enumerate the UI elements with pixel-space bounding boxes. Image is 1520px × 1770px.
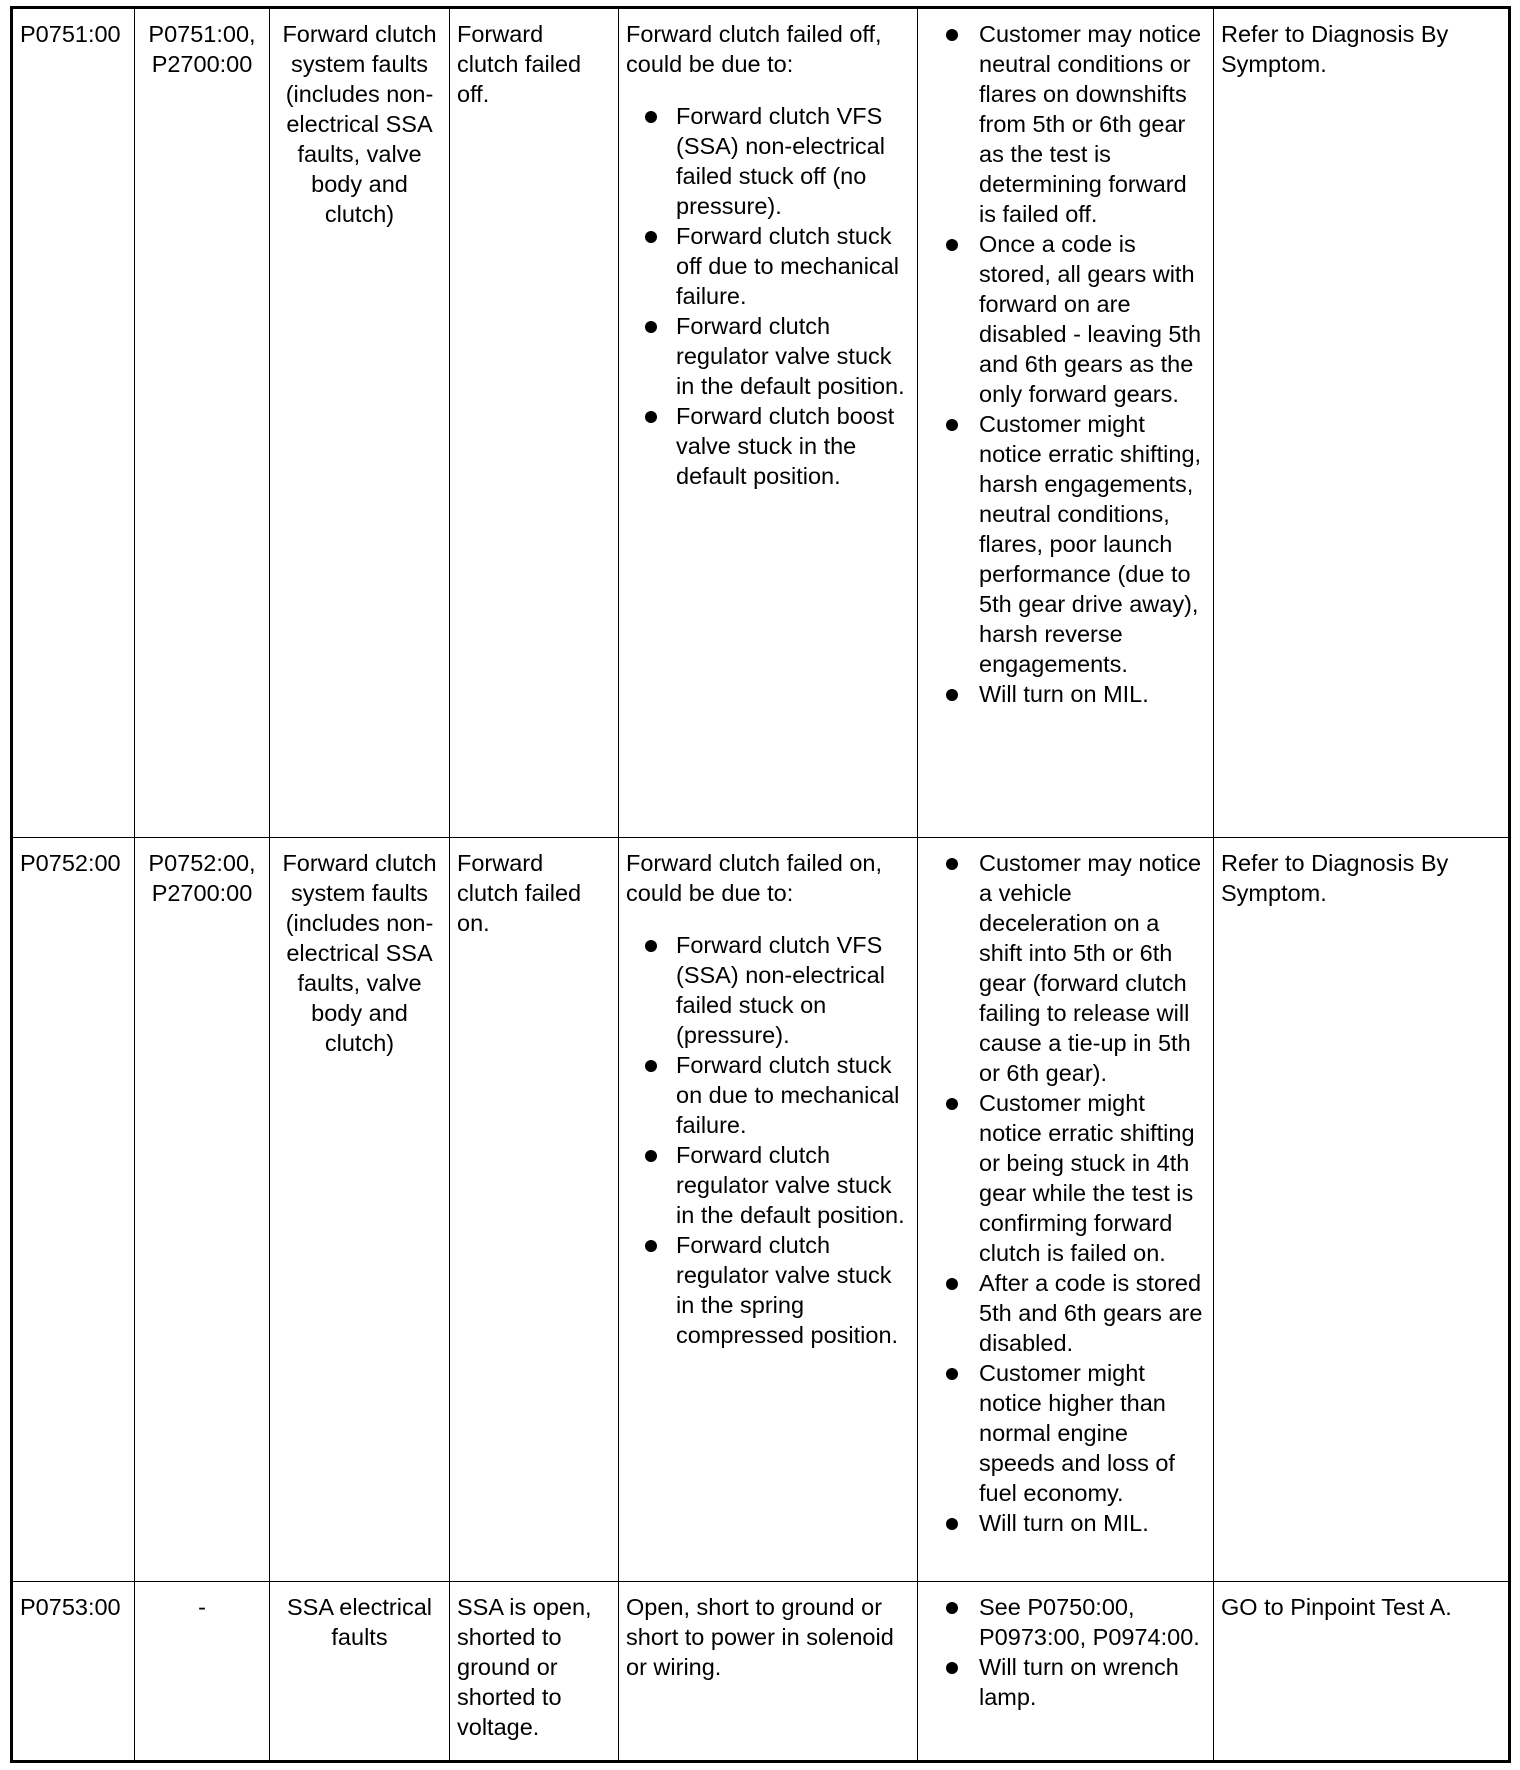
dtc-code-cell [12, 1582, 135, 1762]
related-dtc: - [198, 1594, 206, 1620]
symptom-item: Will turn on MIL. [925, 1508, 1206, 1538]
symptom-list [925, 1592, 1206, 1712]
cause-list [626, 101, 910, 491]
cause-item: Forward clutch stuck off due to mechanical failure. [626, 221, 910, 311]
cause-cell [619, 1582, 918, 1762]
cause-cell [619, 8, 918, 838]
symptom-item: Once a code is stored, all gears with forward on are disabled - leaving 5th and 6th gears as the only forward gears. [925, 229, 1206, 409]
symptom-cell [918, 1582, 1214, 1762]
dtc-code: P0753:00 [20, 1594, 121, 1620]
dtc-code: P0752:00 [20, 850, 121, 876]
symptom-cell [918, 838, 1214, 1582]
diagnostic-action: Refer to Diagnosis By Symptom. [1221, 850, 1449, 906]
fault-description: SSA electrical faults [287, 1594, 432, 1650]
dtc-table [10, 6, 1511, 1763]
symptom-item: Will turn on MIL. [925, 679, 1206, 709]
related-dtc-cell [135, 838, 270, 1582]
fault-description: Forward clutch system faults (includes non-electrical SSA faults, valve body and clutch) [282, 850, 437, 1056]
cause-intro: Open, short to ground or short to power in solenoid or wiring. [626, 1594, 894, 1680]
symptom-list [925, 19, 1206, 709]
symptom-item: After a code is stored 5th and 6th gears are disabled. [925, 1268, 1206, 1358]
symptom-list [925, 848, 1206, 1538]
cause-item: Forward clutch VFS (SSA) non-electrical failed stuck off (no pressure). [626, 101, 910, 221]
related-dtc: P0751:00, P2700:00 [148, 21, 256, 77]
diagnostic-action: GO to Pinpoint Test A. [1221, 1594, 1452, 1620]
cause-item: Forward clutch regulator valve stuck in the spring compressed position. [626, 1230, 910, 1350]
condition-cell [450, 1582, 619, 1762]
symptom-item: See P0750:00, P0973:00, P0974:00. [925, 1592, 1206, 1652]
cause-intro: Forward clutch failed off, could be due to: [626, 21, 882, 77]
cause-item: Forward clutch VFS (SSA) non-electrical failed stuck on (pressure). [626, 930, 910, 1050]
condition-cell [450, 838, 619, 1582]
related-dtc-cell [135, 1582, 270, 1762]
symptom-item: Will turn on wrench lamp. [925, 1652, 1206, 1712]
symptom-cell [918, 8, 1214, 838]
symptom-item: Customer may notice a vehicle deceleration on a shift into 5th or 6th gear (forward clutch failing to release will cause a tie-up in 5th or 6th gear). [925, 848, 1206, 1088]
action-cell [1214, 838, 1510, 1582]
description-cell [270, 1582, 450, 1762]
diagnostic-action: Refer to Diagnosis By Symptom. [1221, 21, 1449, 77]
description-cell [270, 838, 450, 1582]
related-dtc: P0752:00, P2700:00 [148, 850, 256, 906]
related-dtc-cell [135, 8, 270, 838]
action-cell [1214, 8, 1510, 838]
dtc-row [12, 8, 1510, 838]
symptom-item: Customer might notice erratic shifting or being stuck in 4th gear while the test is confirming forward clutch is failed on. [925, 1088, 1206, 1268]
symptom-item: Customer might notice erratic shifting, harsh engagements, neutral conditions, flares, poor launch performance (due to 5th gear drive away), harsh reverse engagements. [925, 409, 1206, 679]
dtc-row [12, 1582, 1510, 1762]
dtc-code-cell [12, 838, 135, 1582]
cause-item: Forward clutch stuck on due to mechanical failure. [626, 1050, 910, 1140]
cause-item: Forward clutch regulator valve stuck in the default position. [626, 311, 910, 401]
dtc-row [12, 838, 1510, 1582]
fault-condition: Forward clutch failed off. [457, 21, 582, 107]
cause-list [626, 930, 910, 1350]
cause-item: Forward clutch regulator valve stuck in the default position. [626, 1140, 910, 1230]
cause-intro: Forward clutch failed on, could be due to: [626, 850, 883, 906]
dtc-code: P0751:00 [20, 21, 121, 47]
dtc-code-cell [12, 8, 135, 838]
fault-description: Forward clutch system faults (includes non-electrical SSA faults, valve body and clutch) [282, 21, 437, 227]
description-cell [270, 8, 450, 838]
symptom-item: Customer may notice neutral conditions or flares on downshifts from 5th or 6th gear as the test is determining forward is failed off. [925, 19, 1206, 229]
fault-condition: Forward clutch failed on. [457, 850, 582, 936]
symptom-item: Customer might notice higher than normal engine speeds and loss of fuel economy. [925, 1358, 1206, 1508]
dtc-table-body [12, 8, 1510, 1762]
cause-cell [619, 838, 918, 1582]
action-cell [1214, 1582, 1510, 1762]
cause-item: Forward clutch boost valve stuck in the default position. [626, 401, 910, 491]
fault-condition: SSA is open, shorted to ground or shorted to voltage. [457, 1594, 592, 1740]
condition-cell [450, 8, 619, 838]
